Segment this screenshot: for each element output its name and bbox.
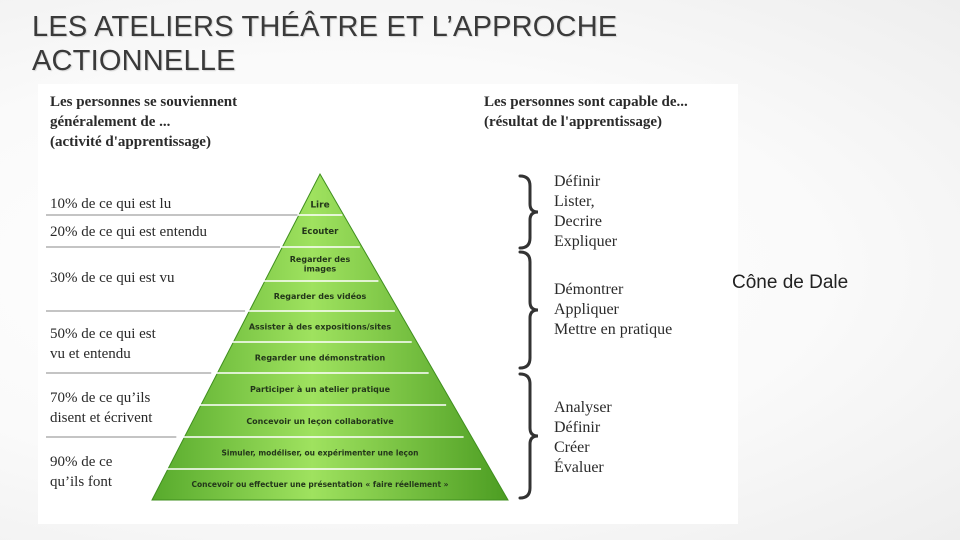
- pyramid-tier-label: Concevoir ou effectuer une présentation « faire réellement »: [191, 480, 449, 490]
- pyramid-tier-label: Regarder une démonstration: [254, 353, 386, 363]
- left-label-say-write: 70% de ce qu’ils disent et écrivent: [50, 390, 153, 426]
- braces: [520, 176, 538, 498]
- left-label-do: 90% de ce qu’ils font: [50, 454, 113, 490]
- right-group-define: Définir Lister, Decrire Expliquer: [554, 173, 618, 250]
- left-label-heard: 20% de ce qui est entendu: [50, 224, 208, 240]
- left-header: Les personnes se souviennent généralement de ... (activité d'apprentissage): [50, 94, 238, 150]
- curly-brace: [520, 252, 538, 368]
- slide-title: LES ATELIERS THÉÂTRE ET L’APPROCHE ACTIONNELLE: [32, 11, 618, 77]
- pyramid-tier-label: Simuler, modéliser, ou expérimenter une leçon: [221, 448, 419, 458]
- left-label-seen: 30% de ce qui est vu: [50, 270, 175, 286]
- left-label-seen-heard: 50% de ce qui est vu et entendu: [50, 326, 156, 362]
- caption: Cône de Dale: [732, 272, 849, 293]
- pyramid-tier-label: Regarder des images: [289, 255, 351, 274]
- pyramid-tier-label: Regarder des vidéos: [273, 291, 367, 301]
- curly-brace: [520, 176, 538, 248]
- right-header: Les personnes sont capable de... (résultat de l'apprentissage): [484, 94, 688, 130]
- pyramid-tier-label: Concevoir un leçon collaborative: [246, 416, 394, 426]
- pyramid-tier-label: Ecouter: [301, 226, 339, 237]
- left-label-read: 10% de ce qui est lu: [50, 196, 172, 212]
- curly-brace: [520, 374, 538, 498]
- pyramid-tier-label: Assister à des expositions/sites: [248, 322, 392, 332]
- right-group-analyse: Analyser Définir Créer Évaluer: [554, 399, 612, 476]
- right-group-demonstrate: Démontrer Appliquer Mettre en pratique: [554, 281, 673, 338]
- pyramid-tier-label: Participer à un atelier pratique: [249, 384, 391, 394]
- pyramid-tier-label: Lire: [310, 200, 330, 211]
